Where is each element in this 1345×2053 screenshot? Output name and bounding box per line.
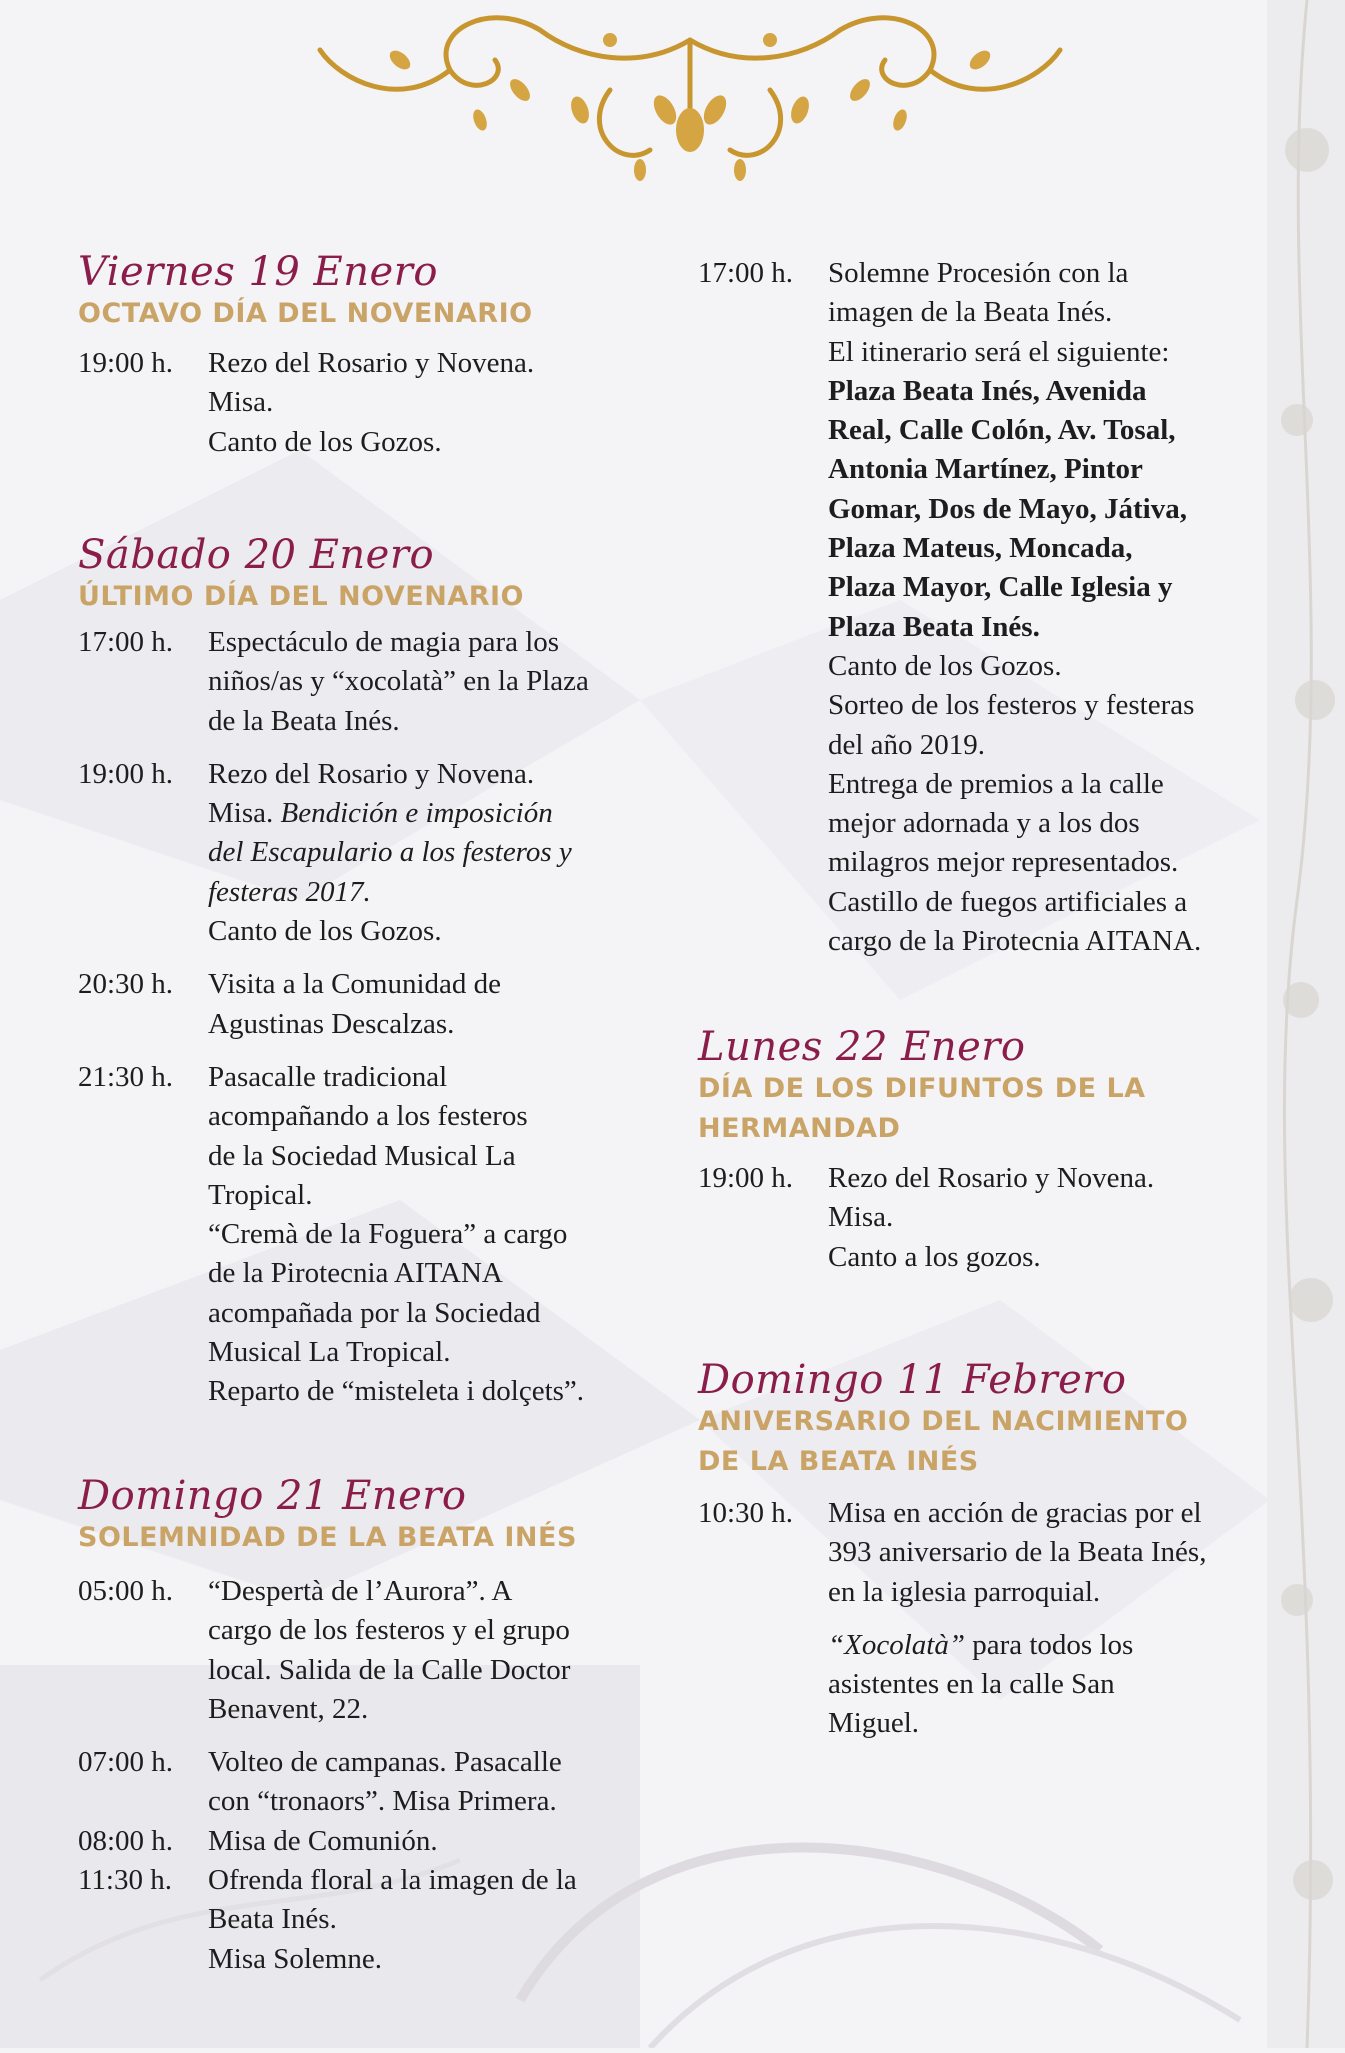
event-row (698, 1159, 1278, 1277)
desc-line: niños/as y “xocolatà” en la Plaza (208, 665, 589, 698)
event-time: 19:00 h. (698, 1162, 794, 1194)
desc-line: El itinerario será el siguiente: (828, 335, 1170, 368)
desc-line: del año 2019. (828, 728, 986, 761)
desc-line: Canto a los gozos. (828, 1240, 1041, 1273)
desc-line: Canto de los Gozos. (828, 649, 1062, 682)
event-time: 11:30 h. (78, 1864, 172, 1897)
itinerary-line: Plaza Mayor, Calle Iglesia y (828, 571, 1173, 604)
desc-line: acompañada por la Sociedad (208, 1296, 541, 1329)
event-row (78, 755, 638, 951)
desc-line: cargo de la Pirotecnia AITANA. (828, 925, 1202, 958)
desc-line: imagen de la Beata Inés. (828, 296, 1113, 329)
event-row (78, 1861, 638, 1979)
section-procesion (698, 254, 1278, 961)
event-row (78, 1822, 638, 1861)
event-time: 08:00 h. (78, 1824, 174, 1857)
desc-line: Agustinas Descalzas. (208, 1007, 455, 1040)
desc-line: Rezo del Rosario y Novena. (208, 757, 535, 790)
event-time: 10:30 h. (698, 1497, 794, 1529)
event-time: 21:30 h. (78, 1060, 174, 1093)
event-description (208, 1572, 638, 1729)
event-time: 20:30 h. (78, 968, 174, 1001)
event-description (828, 254, 1278, 961)
event-description (208, 1822, 638, 1861)
desc-line: Sorteo de los festeros y festeras (828, 689, 1195, 722)
desc-line: Beata Inés. (208, 1903, 337, 1936)
desc-line: Visita a la Comunidad de (208, 968, 502, 1001)
day-heading: Domingo 21 Enero (78, 1473, 467, 1519)
event-description (208, 1058, 638, 1412)
desc-line: acompañando a los festeros (208, 1100, 528, 1133)
event-description (828, 1494, 1278, 1744)
desc-line: “Cremà de la Foguera” a cargo (208, 1218, 568, 1251)
itinerary-line: Plaza Mateus, Moncada, (828, 532, 1133, 565)
event-time: 05:00 h. (78, 1575, 174, 1607)
itinerary-line: Plaza Beata Inés. (828, 610, 1040, 643)
event-row (78, 344, 638, 462)
desc-line: Benavent, 22. (208, 1692, 369, 1725)
desc-text: Misa. (208, 797, 281, 830)
section-subtitle: ANIVERSARIO DEL NACIMIENTO (698, 1406, 1189, 1437)
desc-line: en la iglesia parroquial. (828, 1575, 1101, 1608)
desc-line: de la Beata Inés. (208, 704, 400, 737)
desc-line: local. Salida de la Calle Doctor (208, 1653, 571, 1686)
section-subtitle: DE LA BEATA INÉS (698, 1446, 979, 1477)
section-domingo-21 (78, 1474, 638, 1979)
desc-line: de la Sociedad Musical La (208, 1139, 516, 1172)
event-time: 07:00 h. (78, 1746, 174, 1779)
desc-italic-text: “Xocolatà” (828, 1628, 965, 1661)
event-description (208, 1861, 638, 1979)
day-heading: Domingo 11 Febrero (698, 1357, 1127, 1403)
event-description (208, 755, 638, 951)
desc-line: Rezo del Rosario y Novena. (828, 1162, 1155, 1194)
desc-line: Misa de Comunión. (208, 1824, 438, 1857)
desc-line: Misa. (828, 1201, 894, 1234)
golden-ornament (280, 0, 1100, 185)
desc-line: de la Pirotecnia AITANA (208, 1257, 503, 1290)
itinerary-line: Real, Calle Colón, Av. Tosal, (828, 414, 1176, 447)
desc-line (208, 794, 638, 833)
section-subtitle: DÍA DE LOS DIFUNTOS DE LA (698, 1073, 1146, 1104)
desc-line: Espectáculo de magia para los (208, 626, 560, 658)
event-row (698, 254, 1278, 961)
day-heading: Sábado 20 Enero (78, 532, 435, 578)
desc-line: Misa Solemne. (208, 1942, 382, 1975)
desc-line: Musical La Tropical. (208, 1336, 451, 1369)
desc-line: Volteo de campanas. Pasacalle (208, 1746, 562, 1779)
desc-line: mejor adornada y a los dos (828, 807, 1140, 840)
desc-line: Pasacalle tradicional (208, 1060, 448, 1093)
desc-line: Canto de los Gozos. (208, 425, 442, 458)
desc-line: Misa. (208, 386, 274, 419)
section-lunes (698, 1025, 1278, 1277)
desc-line: Rezo del Rosario y Novena. (208, 347, 535, 379)
event-time: 17:00 h. (78, 626, 174, 658)
event-row (78, 623, 638, 741)
desc-line: Solemne Procesión con la (828, 257, 1129, 289)
desc-line: Canto de los Gozos. (208, 915, 442, 948)
itinerary-line: Gomar, Dos de Mayo, Játiva, (828, 492, 1187, 525)
desc-line: Entrega de premios a la calle (828, 767, 1164, 800)
floral-side-strip (1267, 0, 1345, 2048)
event-description (208, 1743, 638, 1822)
event-row (698, 1494, 1278, 1744)
itinerary-line: Plaza Beata Inés, Avenida (828, 374, 1147, 407)
day-heading: Viernes 19 Enero (78, 249, 438, 295)
section-subtitle: ÚLTIMO DÍA DEL NOVENARIO (78, 581, 525, 612)
desc-line: Tropical. (208, 1178, 313, 1211)
section-viernes (78, 250, 638, 462)
desc-line: Misa en acción de gracias por el (828, 1497, 1202, 1529)
section-domingo-11 (698, 1358, 1278, 1744)
event-row (78, 965, 638, 1044)
desc-line: Reparto de “misteleta i dolçets”. (208, 1375, 585, 1408)
desc-line: “Despertà de l’Aurora”. A (208, 1575, 513, 1607)
desc-line: Ofrenda floral a la imagen de la (208, 1864, 577, 1897)
event-time: 19:00 h. (78, 347, 174, 379)
event-description (828, 1159, 1278, 1277)
desc-line: milagros mejor representados. (828, 846, 1179, 879)
desc-line (828, 1626, 1278, 1665)
event-row (78, 1058, 638, 1412)
event-description (208, 344, 638, 462)
desc-line: asistentes en la calle San (828, 1668, 1115, 1701)
desc-line: Miguel. (828, 1707, 920, 1740)
desc-text: para todos los (964, 1628, 1134, 1661)
desc-line: cargo de los festeros y el grupo (208, 1614, 570, 1647)
section-subtitle: SOLEMNIDAD DE LA BEATA INÉS (78, 1522, 577, 1553)
desc-line: Castillo de fuegos artificiales a (828, 885, 1188, 918)
desc-line: con “tronaors”. Misa Primera. (208, 1785, 557, 1818)
desc-line: festeras 2017. (208, 875, 371, 908)
day-heading: Lunes 22 Enero (698, 1024, 1026, 1070)
section-subtitle: OCTAVO DÍA DEL NOVENARIO (78, 298, 533, 329)
event-description (208, 623, 638, 741)
section-sabado (78, 533, 638, 1412)
section-subtitle: HERMANDAD (698, 1113, 901, 1144)
desc-italic-text: Bendición e imposición (280, 797, 553, 830)
event-time: 17:00 h. (698, 257, 794, 289)
event-row (78, 1743, 638, 1822)
desc-line: 393 aniversario de la Beata Inés, (828, 1536, 1207, 1569)
event-row (78, 1572, 638, 1729)
event-description (208, 965, 638, 1044)
desc-line: del Escapulario a los festeros y (208, 836, 572, 869)
event-time: 19:00 h. (78, 757, 174, 790)
itinerary-line: Antonia Martínez, Pintor (828, 453, 1143, 486)
